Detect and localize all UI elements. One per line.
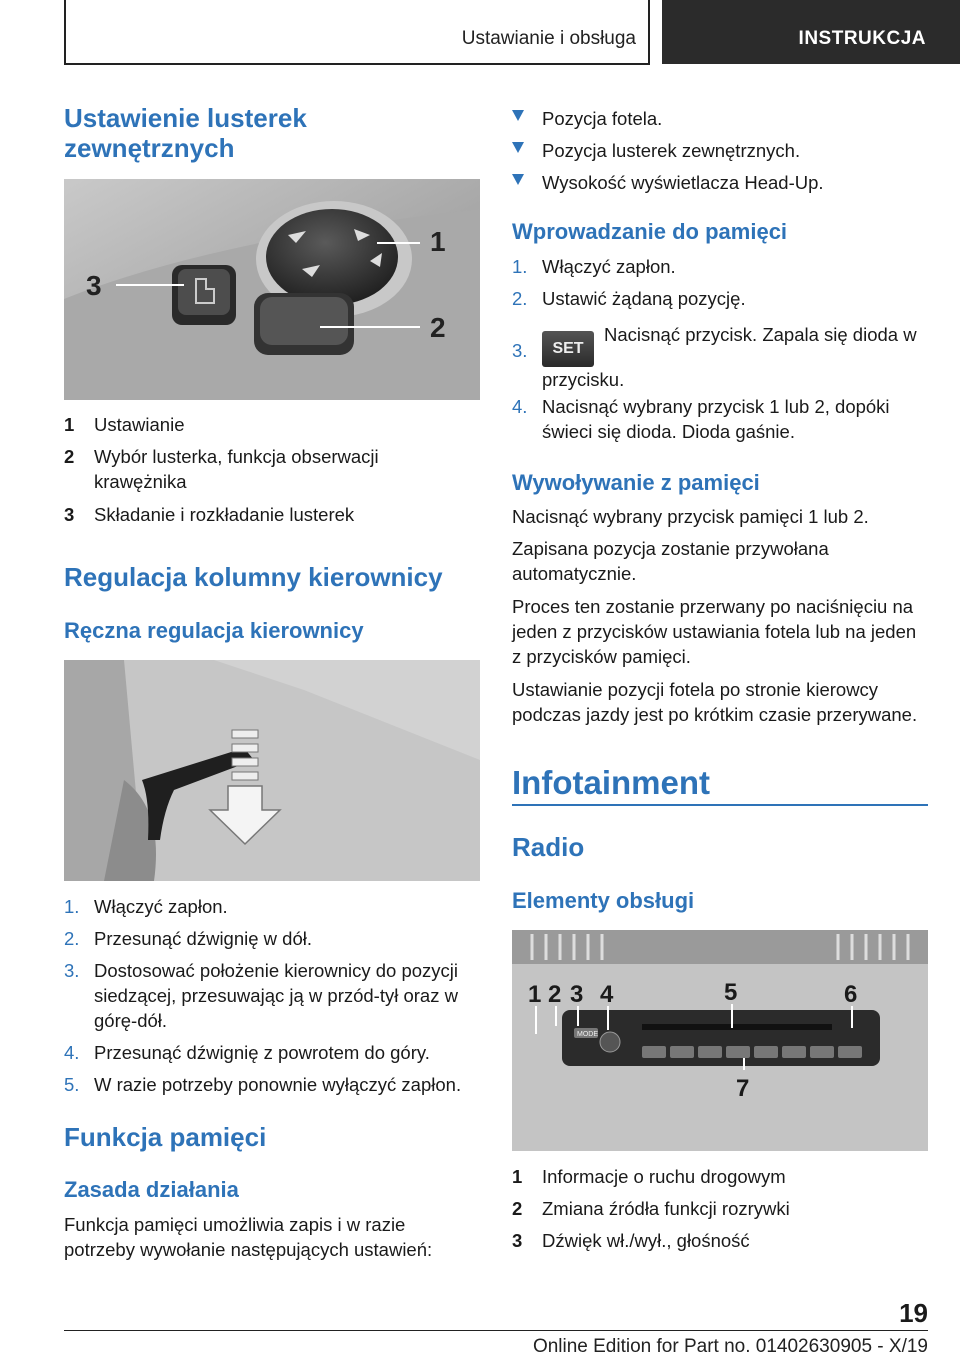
principle-heading: Zasada działania <box>64 1177 239 1202</box>
list-item <box>64 502 480 527</box>
step-number: 3. <box>512 340 528 361</box>
list-item <box>64 412 480 437</box>
list-item <box>512 1164 928 1189</box>
list-item <box>64 958 480 1033</box>
list-item <box>64 1040 480 1065</box>
header-rule <box>648 0 650 64</box>
memory-heading: Funkcja pamięci <box>64 1122 267 1152</box>
principle-text: Funkcja pamięci umożliwia zapis i w razie potrzeby wywołanie następujących ustawień: <box>64 1214 433 1260</box>
step-number: 4. <box>512 396 528 417</box>
header-tab <box>662 0 960 64</box>
legend-text: Składanie i rozkładanie lusterek <box>94 504 355 525</box>
manual-adjust-heading: Ręczna regulacja kierownicy <box>64 618 364 643</box>
step-text: Przesunąć dźwignię w dół. <box>94 928 312 949</box>
list-item <box>512 170 928 195</box>
recall-paragraph: Zapisana pozycja zostanie przywołana automatycznie. <box>512 538 829 584</box>
figure-label: 4 <box>600 981 614 1008</box>
mirror-heading: Ustawienie lusterek zewnętrznych <box>64 103 307 163</box>
list-item <box>64 926 480 951</box>
triangle-bullet-icon <box>512 110 524 121</box>
step-number: 1. <box>512 256 528 277</box>
radio-controls-figure <box>512 930 928 1151</box>
step-text: Nacisnąć wybrany przycisk 1 lub 2, dopóki świeci się dioda. Dioda gaśnie. <box>542 396 890 442</box>
legend-text: Informacje o ruchu drogowym <box>542 1166 786 1187</box>
list-item <box>512 322 928 392</box>
steering-heading: Regulacja kolumny kierownicy <box>64 562 443 592</box>
list-item <box>512 286 928 311</box>
step-text: Dostosować położenie kierownicy do pozycji siedzącej, przesuwając ją w przód-tył oraz w górę-dół. <box>94 960 459 1031</box>
bullet-text: Pozycja fotela. <box>542 108 663 129</box>
header-section-title: Ustawianie i obsługa <box>461 28 636 49</box>
figure-label: 3 <box>86 270 102 301</box>
bullet-text: Pozycja lusterek zewnętrznych. <box>542 140 801 161</box>
list-item <box>512 254 928 279</box>
mode-label: MODE <box>577 1031 598 1038</box>
figure-label: 5 <box>724 979 738 1006</box>
legend-text: Dźwięk wł./wył., głośność <box>542 1230 750 1251</box>
step-text: Nacisnąć przycisk. Zapala się dioda w przycisku. <box>542 324 917 390</box>
step-text: Przesunąć dźwignię z powrotem do góry. <box>94 1042 430 1063</box>
triangle-bullet-icon <box>512 174 524 185</box>
step-number: 4. <box>64 1042 80 1063</box>
list-item <box>64 444 480 494</box>
legend-number: 3 <box>64 504 75 525</box>
figure-label: 1 <box>430 226 446 257</box>
step-text: Ustawić żądaną pozycję. <box>542 288 746 309</box>
recall-paragraph: Ustawianie pozycji fotela po stronie kierowcy podczas jazdy jest po krótkim czasie przerywane. <box>512 679 918 725</box>
legend-text: Wybór lusterka, funkcja obserwacji krawężnika <box>94 446 379 492</box>
store-heading: Wprowadzanie do pamięci <box>512 219 788 244</box>
recall-paragraph: Proces ten zostanie przerwany po naciśnięciu na jeden z przycisków ustawiania fotela lub na jeden z przycisków pamięci. <box>512 596 917 667</box>
list-item <box>64 1072 480 1097</box>
footer-edition: Online Edition for Part no. 01402630905 - X/19 <box>532 1336 928 1357</box>
figure-label: 6 <box>844 981 858 1008</box>
list-item <box>512 1228 928 1253</box>
recall-paragraph: Nacisnąć wybrany przycisk pamięci 1 lub 2. <box>512 506 869 527</box>
step-text: W razie potrzeby ponownie wyłączyć zapłon. <box>94 1074 462 1095</box>
legend-text: Zmiana źródła funkcji rozrywki <box>542 1198 790 1219</box>
recall-heading: Wywoływanie z pamięci <box>512 470 760 495</box>
controls-heading: Elementy obsługi <box>512 888 695 913</box>
list-item <box>512 1196 928 1221</box>
list-item <box>512 394 928 444</box>
list-item <box>512 106 928 131</box>
figure-label: 7 <box>736 1075 750 1102</box>
figure-label: 2 <box>548 981 562 1008</box>
legend-number: 2 <box>512 1198 523 1219</box>
step-text: Włączyć zapłon. <box>542 256 676 277</box>
step-number: 2. <box>64 928 80 949</box>
figure-label: 2 <box>430 312 446 343</box>
step-text: Włączyć zapłon. <box>94 896 228 917</box>
figure-label: 3 <box>570 981 584 1008</box>
list-item <box>512 138 928 163</box>
header-tab-label: INSTRUKCJA <box>798 28 926 49</box>
footer-rule <box>64 1330 928 1331</box>
set-button-icon: SET <box>542 331 594 367</box>
radio-heading: Radio <box>512 832 585 862</box>
step-number: 1. <box>64 896 80 917</box>
legend-number: 2 <box>64 446 75 467</box>
mirror-controls-figure <box>64 179 480 400</box>
bullet-text: Wysokość wyświetlacza Head-Up. <box>542 172 824 193</box>
triangle-bullet-icon <box>512 142 524 153</box>
step-number: 5. <box>64 1074 80 1095</box>
step-number: 2. <box>512 288 528 309</box>
legend-text: Ustawianie <box>94 414 185 435</box>
legend-number: 3 <box>512 1230 523 1251</box>
infotainment-heading: Infotainment <box>512 764 710 801</box>
step-number: 3. <box>64 960 80 981</box>
figure-label: 1 <box>528 981 542 1008</box>
legend-number: 1 <box>512 1166 523 1187</box>
page-header <box>0 0 960 66</box>
header-rule <box>64 63 650 65</box>
legend-number: 1 <box>64 414 75 435</box>
page-number: 19 <box>899 1298 928 1328</box>
heading-rule <box>512 804 928 806</box>
list-item <box>64 894 480 919</box>
steering-lever-figure <box>64 660 480 881</box>
